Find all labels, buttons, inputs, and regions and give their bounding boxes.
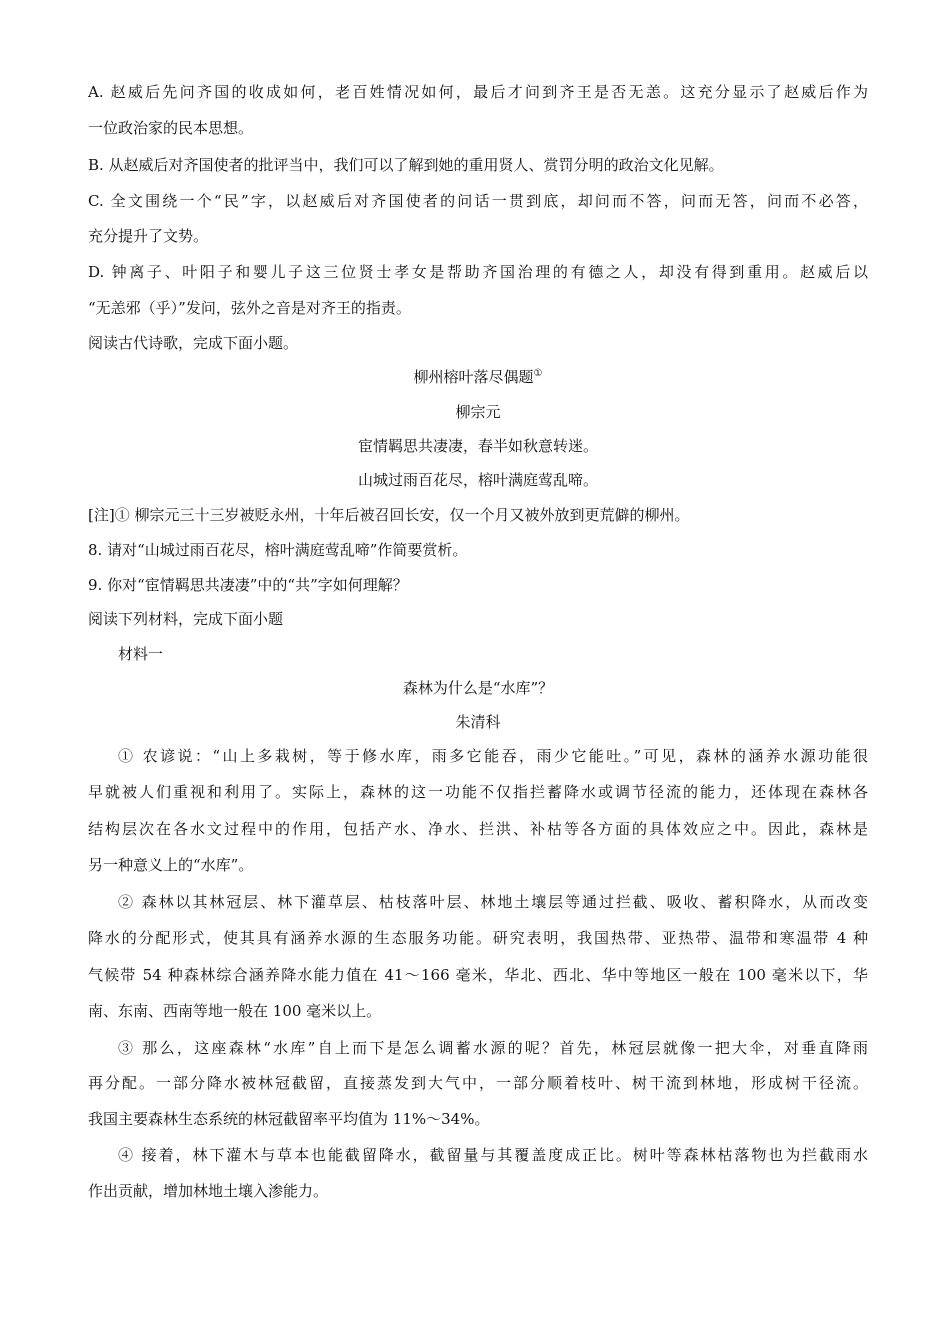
poem-note: [注]① 柳宗元三十三岁被贬永州，十年后被召回长安，仅一个月又被外放到更荒僻的柳州。 [88,506,690,524]
paragraph-4-line-1: ④ 接着，林下灌木与草本也能截留降水，截留量与其覆盖度成正比。树叶等森林枯落物也为拦截雨水 [118,1146,868,1164]
paragraph-1-line-3: 结构层次在各水文过程中的作用，包括产水、净水、拦洪、补枯等各方面的具体效应之中。因此，森林是 [88,820,868,838]
paragraph-1-line-2: 早就被人们重视和利用了。实际上，森林的这一功能不仅指拦蓄降水或调节径流的能力，还体现在森林各 [88,783,868,801]
option-d-line-1: D. 钟离子、叶阳子和婴儿子这三位贤士孝女是帮助齐国治理的有德之人，却没有得到重用。赵威后以 [88,263,868,281]
material-title: 森林为什么是“水库”？ [402,679,554,697]
question-9: 9. 你对“宦情羁思共凄凄”中的“共”字如何理解？ [88,576,408,594]
paragraph-2-line-4: 南、东南、西南等地一般在 100 毫米以上。 [88,1002,382,1020]
paragraph-2-line-3: 气候带 54 种森林综合涵养降水能力值在 41～166 毫米，华北、西北、华中等地区一般在 100 毫米以下，华 [88,966,868,984]
material-label: 材料一 [118,645,164,663]
option-c-line-2: 充分提升了文势。 [88,227,209,245]
poem-intro: 阅读古代诗歌，完成下面小题。 [88,334,299,352]
option-a-line-1: A. 赵威后先问齐国的收成如何，老百姓情况如何，最后才问到齐王是否无恙。这充分显示了赵威后作为 [88,83,868,101]
option-a-line-2: 一位政治家的民本思想。 [88,119,254,137]
poem-title-text: 柳州榕叶落尽偶题 [413,368,534,386]
paragraph-3-line-2: 再分配。一部分降水被林冠截留，直接蒸发到大气中，一部分顺着枝叶、树干流到林地，形成树干径流。 [88,1074,868,1092]
option-c-line-1: C. 全文围绕一个“民”字，以赵威后对齐国使者的问话一贯到底，却问而不答，问而无答，问而不必答， [88,192,868,210]
poem-verse-1: 宦情羁思共凄凄，春半如秋意转迷。 [357,437,598,455]
poem-author: 柳宗元 [455,403,501,421]
poem-title [88,367,868,387]
option-b-line-1: B. 从赵威后对齐国使者的批评当中，我们可以了解到她的重用贤人、赏罚分明的政治文化见解。 [88,156,724,174]
poem-title-footnote-mark: ① [533,368,543,379]
paragraph-1-line-4: 另一种意义上的“水库”。 [88,856,254,874]
paragraph-2-line-1: ② 森林以其林冠层、林下灌草层、枯枝落叶层、林地土壤层等通过拦截、吸收、蓄积降水，从而改变 [118,893,868,911]
paragraph-2-line-2: 降水的分配形式，使其具有涵养水源的生态服务功能。研究表明，我国热带、亚热带、温带和寒温带 4 种 [88,929,868,947]
option-d-line-2: “无恙邪（乎）”发问，弦外之音是对齐王的指责。 [88,299,411,317]
paragraph-3-line-3: 我国主要森林生态系统的林冠截留率平均值为 11%～34%。 [88,1110,490,1128]
paragraph-1-line-1: ① 农谚说：“山上多栽树，等于修水库，雨多它能吞，雨少它能吐。”可见，森林的涵养水源功能很 [118,747,868,765]
paragraph-3-line-1: ③ 那么，这座森林“水库”自上而下是怎么调蓄水源的呢？首先，林冠层就像一把大伞，对垂直降雨 [118,1039,868,1057]
paragraph-4-line-2: 作出贡献，增加林地土壤入渗能力。 [88,1182,329,1200]
material-author: 朱清科 [455,713,501,731]
poem-verse-2: 山城过雨百花尽，榕叶满庭莺乱啼。 [357,471,598,489]
material-intro: 阅读下列材料，完成下面小题 [88,610,284,628]
question-8: 8. 请对“山城过雨百花尽，榕叶满庭莺乱啼”作简要赏析。 [88,541,468,559]
